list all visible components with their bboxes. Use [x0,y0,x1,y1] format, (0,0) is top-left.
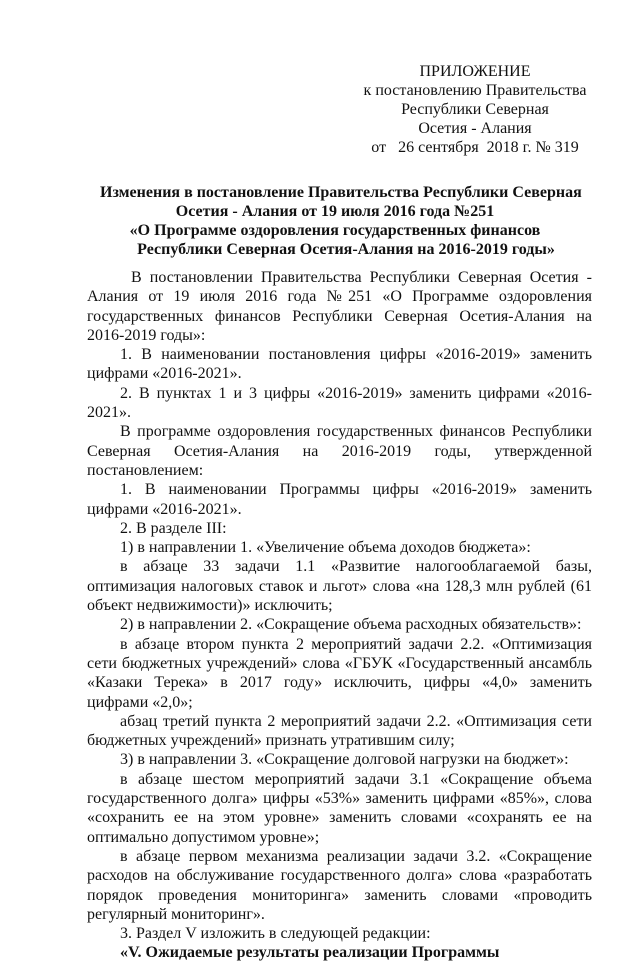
paragraph-text: абзац третий пункта 2 мероприятий задачи 2.2. «Оптимизация сети бюджетных учреждений» признать утратившим силу; [87,712,592,750]
paragraph-subitem: 3) в направлении 3. «Сокращение долговой нагрузки на бюджет»: [120,751,569,769]
appendix-ref-line-2: Республики Северная [401,101,549,118]
document-title [100,183,582,259]
paragraph-item: 3. Раздел V изложить в следующей редакции: [120,925,431,943]
paragraph-item: 2. В пунктах 1 и 3 цифры «2016-2019» заменить цифрами «2016-2021». [87,384,592,422]
appendix-date-number: от 26 сентября 2018 г. № 319 [371,139,579,156]
title-line-4: Республики Северная Осетия-Алания на 2016-2019 годы» [137,241,555,258]
paragraph-subitem: 1) в направлении 1. «Увеличение объема доходов бюджета»: [120,539,531,557]
paragraph-text: в абзаце первом механизма реализации задачи 3.2. «Сокращение расходов на обслуживание государственного долга» слова «разработать порядок проведения мониторинга» заменить словами «проводить регулярный мониторинг». [87,847,592,923]
document-body [87,268,592,963]
paragraph-text: в абзаце втором пункта 2 мероприятий задачи 2.2. «Оптимизация сети бюджетных учреждений» слова «ГБУК «Государственный ансамбль «Казаки Терека» в 2017 году» исключить, цифры «4,0» заменить цифрами «2,0»; [87,635,592,711]
appendix-ref-line-1: к постановлению Правительства [363,82,587,99]
paragraph-intro: В постановлении Правительства Республики Северная Осетия - Алания от 19 июля 2016 года №251 «О Программе оздоровления государственных финансов Республики Северная Осетия-Алания на 2016-2019 годы»: [87,269,592,344]
appendix-header [360,62,590,157]
paragraph-text: в абзаце 33 задачи 1.1 «Развитие налогооблагаемой базы, оптимизация налоговых ставок и льгот» слова «на 128,3 млн рублей (61 объект недвижимости)» исключить; [87,558,592,615]
paragraph-item: 1. В наименовании Программы цифры «2016-2019» заменить цифрами «2016-2021». [87,481,592,518]
appendix-ref-line-3: Осетия - Алания [418,120,532,137]
title-line-1: Изменения в постановление Правительства Республики Северная [100,184,582,201]
paragraph-item: 1. В наименовании постановления цифры «2016-2019» заменить цифрами «2016-2021». [87,346,592,383]
appendix-label: ПРИЛОЖЕНИЕ [419,63,531,80]
title-line-3: «О Программе оздоровления государственных финансов [129,222,541,239]
paragraph-subitem: 2) в направлении 2. «Сокращение объема расходных обязательств»: [120,616,582,634]
section-heading: «V. Ожидаемые результаты реализации Программы [120,944,500,962]
title-line-2: Осетия - Алания от 19 июля 2016 года №251 [175,203,495,220]
paragraph-item: 2. В разделе III: [120,519,227,537]
paragraph-text: в абзаце шестом мероприятий задачи 3.1 «Сокращение объема государственного долга» цифры «53%» заменить цифрами «85%», слова «сохранить ее на этом уровне» заменить словами «сохранять ее на оптимально допустимом уровне»; [87,770,592,846]
paragraph-program-intro: В программе оздоровления государственных финансов Республики Северная Осетия-Алания на 2016-2019 годы, утвержденной постановлением: [87,423,592,479]
